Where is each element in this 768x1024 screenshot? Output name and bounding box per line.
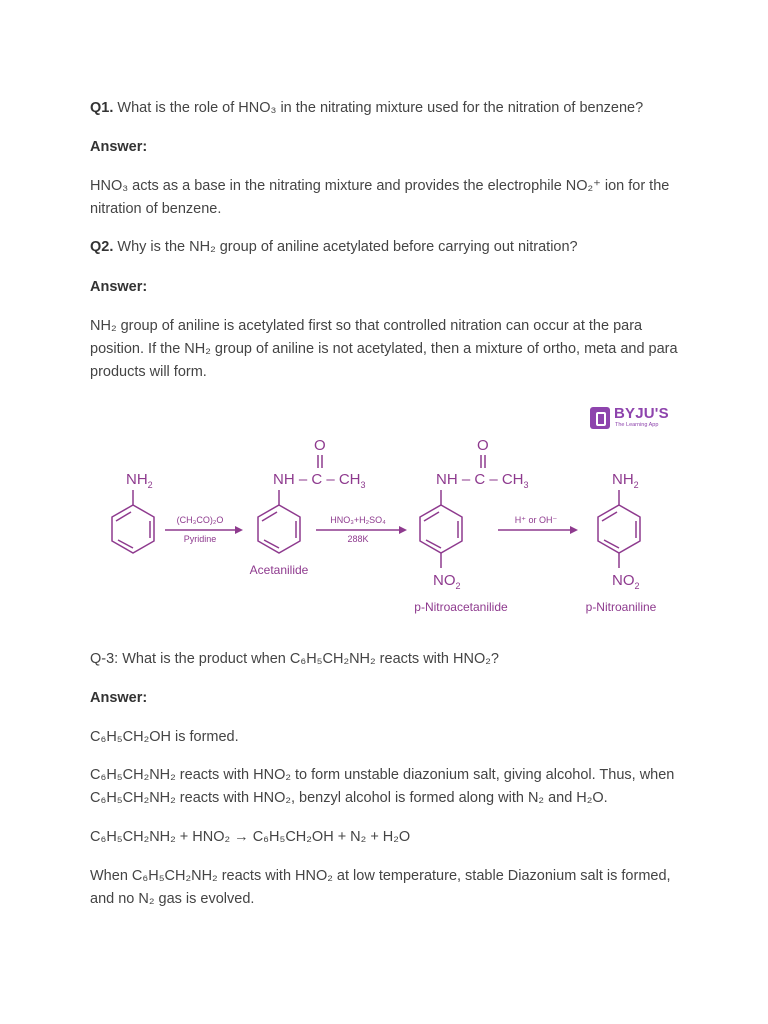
question-1-label: Q1. — [90, 100, 114, 116]
reaction-scheme — [0, 430, 768, 620]
question-2 — [90, 236, 680, 259]
byjus-logo — [590, 405, 680, 431]
answer-3-line-2: C₆H₅CH₂NH₂ reacts with HNO₂ to form unstable diazonium salt, giving alcohol. Thus, when C₆H₅CH₂NH₂ reacts with HNO₂, benzyl alcohol is formed along with N₂ and H₂O. — [90, 767, 675, 806]
byjus-logo-icon — [590, 407, 610, 429]
benzene-ring-p-nitroaniline — [598, 505, 640, 553]
step-1-condition: Pyridine — [183, 534, 217, 544]
label-acetanilide: Acetanilide — [249, 563, 309, 577]
benzene-ring-aniline — [112, 505, 154, 553]
label-p-nitroaniline: p-Nitroaniline — [585, 600, 657, 614]
byjus-logo-brand: BYJU'S — [614, 405, 669, 422]
question-2-label: Q2. — [90, 239, 114, 255]
answer-1-text: HNO₃ acts as a base in the nitrating mixture and provides the electrophile NO₂⁺ ion for the nitration of benzene. — [90, 178, 670, 217]
amide-group-p-nitroacetanilide: NH – C – $CH_3$ — [436, 471, 529, 490]
answer-1-label: Answer: — [90, 139, 148, 155]
step-2-reagent: HNO₃+H₂SO₄ — [330, 515, 386, 525]
nh2-group-aniline: $NH_2$ — [126, 471, 153, 490]
no2-group-p-nitroaniline: $NO_2$ — [612, 572, 640, 591]
byjus-logo-tagline: The Learning App — [615, 422, 659, 428]
carbonyl-oxygen-p-nitroacetanilide: O — [477, 437, 489, 454]
amide-group-acetanilide: NH – C – $CH_3$ — [273, 471, 366, 490]
benzene-ring-acetanilide — [258, 505, 300, 553]
step-1-reagent: (CH₃CO)₂O — [176, 515, 224, 525]
carbonyl-oxygen-acetanilide: O — [314, 437, 326, 454]
question-2-text: Why is the NH₂ group of aniline acetylated before carrying out nitration? — [117, 239, 578, 255]
question-1-text: What is the role of HNO₃ in the nitrating mixture used for the nitration of benzene? — [117, 100, 644, 116]
nh2-group-p-nitroaniline: $NH_2$ — [612, 471, 639, 490]
benzene-ring-p-nitroacetanilide — [420, 505, 462, 553]
no2-group-p-nitroacetanilide: $NO_2$ — [433, 572, 461, 591]
answer-2-text: NH₂ group of aniline is acetylated first so that controlled nitration can occur at the para position. If the NH₂ group of aniline is not acetylated, then a mixture of ortho, meta and para products will form. — [90, 318, 678, 380]
step-3-reagent: H⁺ or OH⁻ — [514, 515, 558, 525]
step-2-condition: 288K — [347, 534, 369, 544]
answer-3-line-3: When C₆H₅CH₂NH₂ reacts with HNO₂ at low temperature, stable Diazonium salt is formed, and no N₂ gas is evolved. — [90, 868, 671, 907]
answer-3-line-1: C₆H₅CH₂OH is formed. — [90, 729, 239, 745]
answer-2-label: Answer: — [90, 279, 148, 295]
answer-3-label: Answer: — [90, 690, 148, 706]
answer-3-equation: C₆H₅CH₂NH₂ + HNO₂ → C₆H₅CH₂OH + N₂ + H₂O — [90, 829, 411, 845]
label-p-nitroacetanilide: p-Nitroacetanilide — [414, 600, 508, 614]
question-1 — [90, 97, 680, 120]
question-3: Q-3: What is the product when C₆H₅CH₂NH₂ reacts with HNO₂? — [90, 651, 499, 667]
